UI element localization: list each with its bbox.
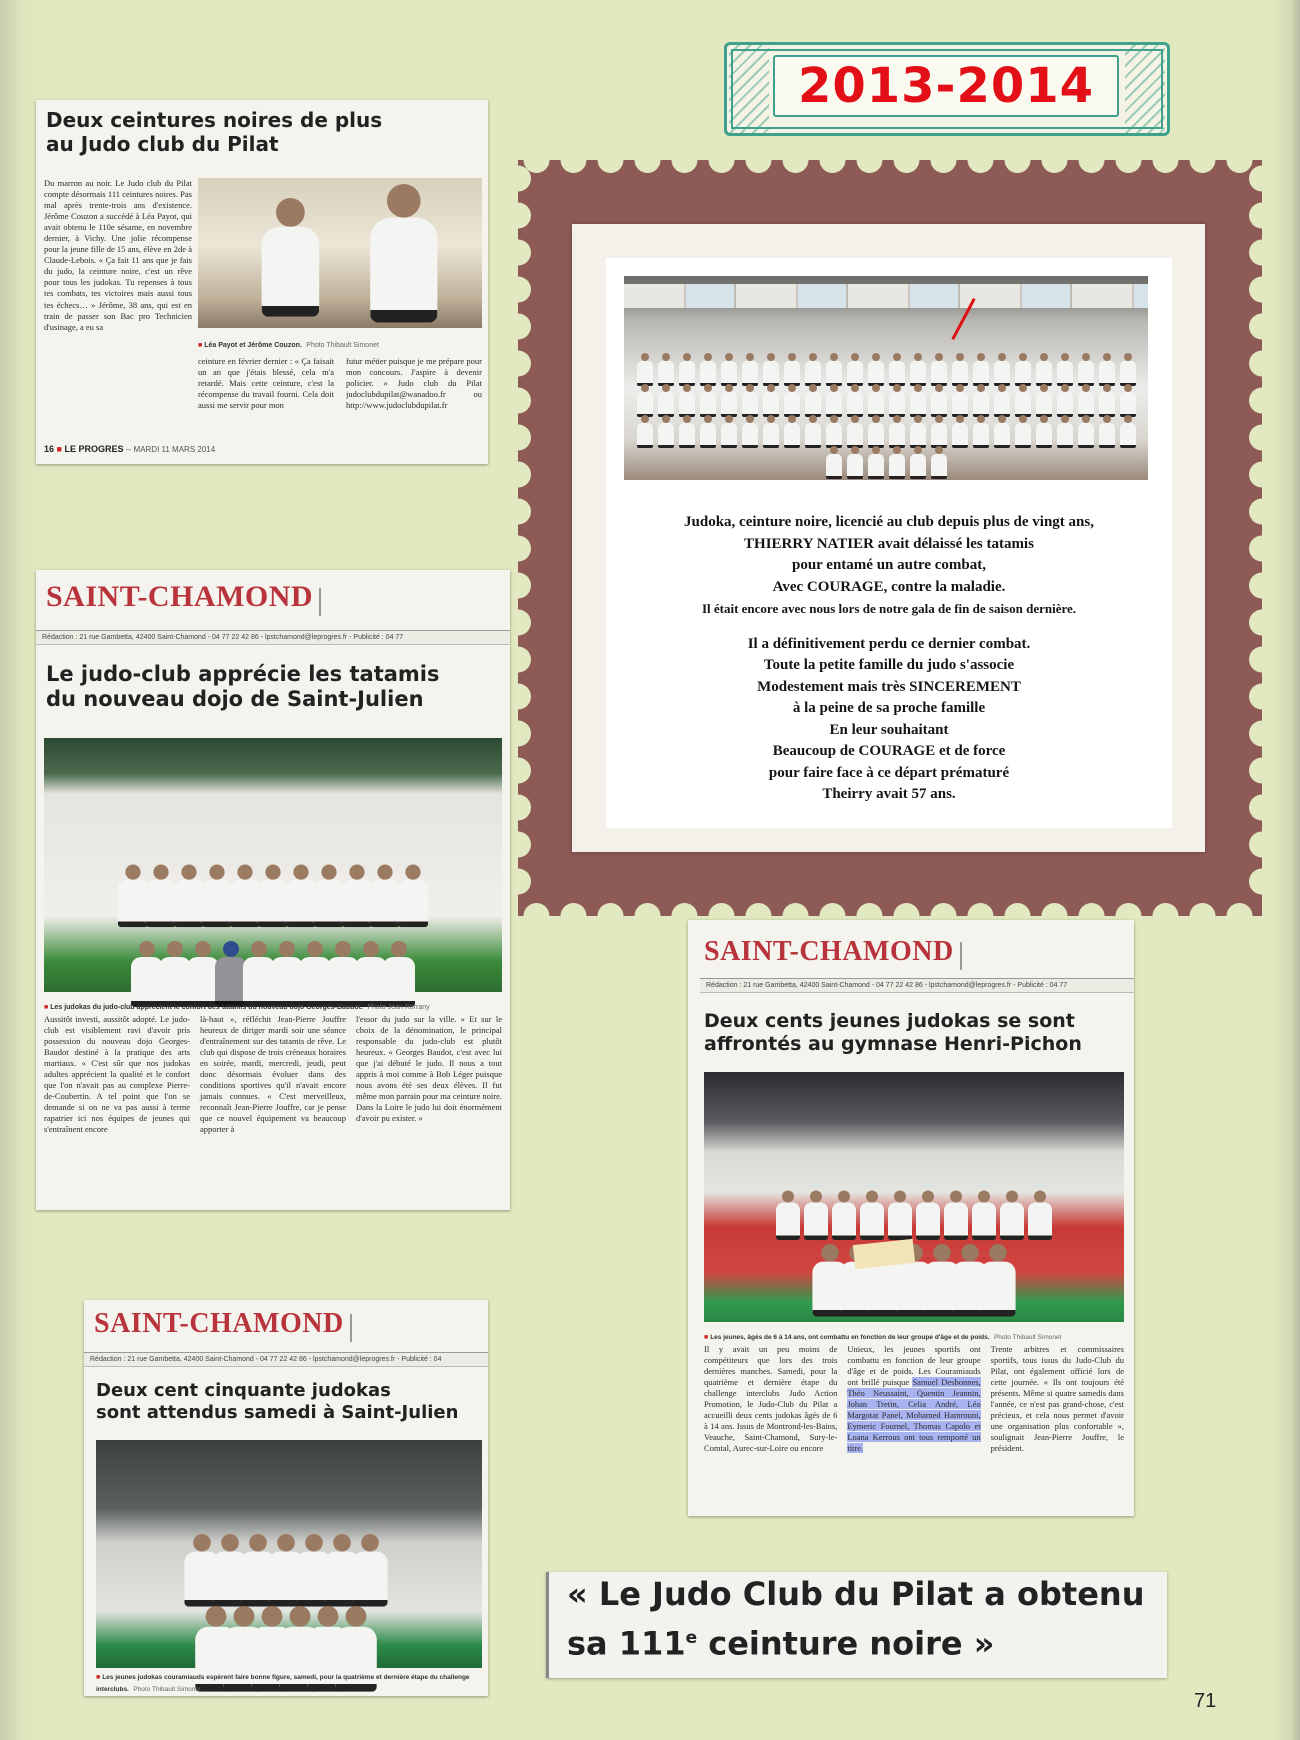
photo-club-group xyxy=(624,276,1148,480)
headline-line1: Deux cent cinquante judokas xyxy=(96,1380,391,1401)
year-banner xyxy=(724,42,1170,136)
memorial-line: à la peine de sa proche famille xyxy=(792,700,986,716)
headline-line2: sont attendus samedi à Saint-Julien xyxy=(96,1401,459,1423)
quote-line2-post: ceinture noire » xyxy=(697,1624,995,1663)
memorial-line: pour entamé un autre combat, xyxy=(791,557,987,573)
article-col-1: Aussitôt investi, aussitôt adopté. Le judo-club est visiblement ravi d'avoir pris possession du nouveau dojo Georges-Baudot destiné à la pratique des arts martiaux. « C'est sûr que nos judokas adultes apprécient la qualité et le confort que l'on n'avait pas au complexe Pierre-de-Coubertin. A tel point que l'on se demande si on ne va pas aussi à terme rapatrier ici nos équipes de jeunes qui s'entraînent encore xyxy=(44,1014,190,1135)
article-200-judokas: SAINT-CHAMOND Rédaction : 21 rue Gambetta, 42400 Saint-Chamond - 04 77 22 42 86 - lpstchamond@leprogres.fr - Publicité : 04 77 Deux cents jeunes judokas se sont affrontés au gymnase Henri-Pichon ■ Les jeunes, âgés de 6 à 14 ans, ont combattu en fonction de leur groupe d'âge et de poids. Photo Thibault Simonet Il y avait un peu moins de compétiteurs que lors des trois dernières manches. Samedi, pour la quatrième et dernière étape du challenge interclubs Judo Action Promotion, le Judo-Club du Pilat a accueilli deux cents judokas âgés de 6 à 14 ans. Issus de Montrond-les-Bains, Veauche, Saint-Chamond, Sury-le-Comtal, Aurec-sur-Loire ou encore Unieux, les jeunes sportifs ont combattu en fonction de leur groupe d'âge et de poids. Les Couramiauds ont brillé puisque Samuel Desbonnes, Théo Neussaint, Quentin Jeannin, Johan Tretin, Celia André, Léo Margotat Panel, Mohamed Hamrouni, Eymeric Fournel, Thomas Capolo et Loana Kerrous ont tous remporté un titre. Trente arbitres et commissaires sportifs, tous issus du Judo-Club du Pilat, ont également officié lors de cette journée. « Ils ont toujours été présents. Même si quatre samedis dans l'année, ce n'est pas grand-chose, c'est précieux, et cela nous permet d'avoir une organisation plus confortable », soulignait Jean-Pierre Jouffre, le président. xyxy=(688,920,1134,1516)
year-banner-frame xyxy=(773,55,1119,117)
memorial-line: pour faire face à ce départ prématuré xyxy=(768,764,1010,781)
page-number: 71 xyxy=(1194,1690,1217,1712)
footer-date: MARDI 11 MARS 2014 xyxy=(133,445,216,454)
memorial-line: Judoka, ceinture noire, licencié au club depuis plus de vingt ans, xyxy=(684,514,1094,530)
memorial-line: En leur souhaitant xyxy=(829,721,949,738)
article-col-1: Du marron au noir. Le Judo club du Pilat compte désormais 111 ceintures noires. Pas mal après trente-trois ans d'existence. Jérôme Couzon a succédé à Léa Payot, qui avait obtenu le 110e sésame, en novembre dernier, à Vichy. Une jolie récompense pour la jeune fille de 15 ans, élève en 2de à Claude-Lebois. « Ça fait 11 ans que je fais du judo, la ceinture noire, c'est un rêve pour tous les judokas. Tu repenses à tous tes combats, tes victoires mais aussi tous tes échecs… » Jérôme, 38 ans, qui est en train de passer son Bac pro Technicien d'usinage, a eu sa xyxy=(44,178,192,332)
photo-caption: Les jeunes judokas couramiauds espèrent faire bonne figure, samedi, pour la quatrième et dernière étape du challenge interclubs. xyxy=(96,1674,470,1693)
memorial-line: Il était encore avec nous lors de notre gala de fin de saison dernière. xyxy=(701,601,1077,616)
article-col-3: Trente arbitres et commissaires sportifs, tous issus du Judo-Club du Pilat, ont également officié lors de cette journée. « Ils ont toujours été présents. Même si quatre samedis dans l'année, ce n'est pas grand-chose, c'est précieux, et cela nous permet d'avoir une organisation plus confortable », soulignait Jean-Pierre Jouffre, le président. xyxy=(990,1344,1124,1454)
photo-caption: Les jeunes, âgés de 6 à 14 ans, ont combattu en fonction de leur groupe d'âge et de poids. xyxy=(710,1334,990,1341)
rubric-title: SAINT-CHAMOND xyxy=(704,936,954,967)
memorial-line: Beaucoup de COURAGE et de force xyxy=(772,743,1006,759)
photo-dojo-group xyxy=(44,738,502,992)
info-line: Rédaction : 21 rue Gambetta, 42400 Saint-Chamond - 04 77 22 42 86 - lpstchamond@leprogres.fr - Publicité : 04 77 xyxy=(700,978,1134,993)
headline-line2: du nouveau dojo de Saint-Julien xyxy=(46,687,424,712)
photo-caption: Léa Payot et Jérôme Couzon. xyxy=(204,342,302,349)
footer-page-number: 16 xyxy=(44,444,55,454)
article-col-3: futur métier puisque je me prépare pour mon concours. J'aspire à devenir policier. » Judo club du Pilat judoclubdupilat@wanadoo.fr ou http://www.judoclubdupilat.fr xyxy=(346,356,482,411)
banner-ornament-left xyxy=(729,45,769,133)
memorial-line: Modestement mais très SINCEREMENT xyxy=(757,678,1021,695)
headline-line2: au Judo club du Pilat xyxy=(46,132,279,156)
memorial-line: Il a définitivement perdu ce dernier combat. xyxy=(747,635,1031,652)
memorial-text xyxy=(606,512,1172,806)
quote-line1: « Le Judo Club du Pilat a obtenu xyxy=(567,1575,1145,1613)
article-col-2: là-haut », réfléchit Jean-Pierre Jouffre heureux de diriger mardi soir une séance d'entraînement sur des tatamis de rêve. Le club qui dispose de trois créneaux horaires en soirée, mardi, mercredi, jeudi, peut donc désormais évoluer dans des conditions sportives qu'il n'avait encore jamais connues. « C'est merveilleux, reconnaît Jean-Pierre Jouffre, car je pense que ce nouvel équipement va beaucoup apporter à xyxy=(200,1014,346,1135)
photo-gymnasium xyxy=(704,1072,1124,1322)
highlighted-winners: Samuel Desbonnes, Théo Neussaint, Quentin Jeannin, Johan Tretin, Celia André, Léo Margotat Panel, Mohamed Hamrouni, Eymeric Fournel, Thomas Capolo et Loana Kerrous ont tous remporté un titre. xyxy=(847,1377,981,1454)
rubric-title: SAINT-CHAMOND xyxy=(46,580,314,613)
article-footer: 16 ■ LE PROGRES – MARDI 11 MARS 2014 xyxy=(44,444,216,454)
quote-line2-pre: sa 111 xyxy=(567,1624,686,1663)
photo-credit: Photo Thibault Simonet xyxy=(306,342,379,349)
article-new-dojo: SAINT-CHAMOND Rédaction : 21 rue Gambetta, 42400 Saint-Chamond - 04 77 22 42 86 - lpstchamond@leprogres.fr - Publicité : 04 77 Le judo-club apprécie les tatamis du nouveau dojo de Saint-Julien ■ Les judokas du judo-club apprécient le confort des tatamis du nouveau dojo Georges-Baudot. Photo Jean Rorrany Aussitôt investi, aussitôt adopté. Le judo-club est visiblement ravi d'avoir pris possession du nouveau dojo Georges-Baudot destiné à la pratique des arts martiaux. « C'est sûr que nos judokas adultes apprécient la qualité et le confort que l'on n'avait pas au complexe Pierre-de-Coubertin. A tel point que l'on se demande si on ne va pas aussi à terme rapatrier ici nos équipes de jeunes qui s'entraînent encore là-haut », réfléchit Jean-Pierre Jouffre heureux de diriger mardi soir une séance d'entraînement sur des tatamis de rêve. Le club qui dispose de trois créneaux horaires en soirée, mardi, mercredi, jeudi, peut donc désormais évoluer dans des conditions sportives qu'il n'avait encore jamais connues. « C'est merveilleux, reconnaît Jean-Pierre Jouffre, car je pense que ce nouvel équipement va beaucoup apporter à l'essor du judo sur la ville. » Et sur le choix de la dénomination, le principal responsable du judo-club est plutôt heureux. « Georges Baudot, c'est avec lui que j'ai débuté le judo. Il nous a tout appris à moi comme à Bob Léger puisque nous avons été ses deux élèves. Il fut même mon parrain pour ma ceinture noire. Dans la Loire le judo lui doit énormément d'avoir pu exister. » xyxy=(36,570,510,1210)
memorial-line: Avec COURAGE, contre la maladie. xyxy=(772,578,1006,595)
article-col-1: Il y avait un peu moins de compétiteurs que lors des trois dernières manches. Samedi, pour la quatrième et dernière étape du challenge interclubs Judo Action Promotion, le Judo-Club du Pilat a accueilli deux cents judokas âgés de 6 à 14 ans. Issus de Montrond-les-Bains, Veauche, Saint-Chamond, Sury-le-Comtal, Aurec-sur-Loire ou encore xyxy=(704,1344,838,1454)
photo-two-judokas xyxy=(198,178,482,328)
banner-ornament-right xyxy=(1125,45,1165,133)
sponsor-banners xyxy=(624,284,1148,308)
photo-credit: Photo Thibault Simonet xyxy=(993,1334,1062,1341)
memorial-line: Theirry avait 57 ans. xyxy=(822,786,956,802)
footer-paper: LE PROGRES xyxy=(64,444,124,454)
info-line: Rédaction : 21 rue Gambetta, 42400 Saint-Chamond - 04 77 22 42 86 - lpstchamond@leprogres.fr - Publicité : 04 xyxy=(84,1352,488,1367)
year-text: 2013-2014 xyxy=(797,58,1095,114)
article-black-belts: Deux ceintures noires de plus au Judo club du Pilat Du marron au noir. Le Judo club du Pilat compte désormais 111 ceintures noires. Pas mal après trente-trois ans d'existence. Jérôme Couzon a succédé à Léa Payot, qui avait obtenu le 110e sésame, en novembre dernier, à Vichy. Une jolie récompense pour la jeune fille de 15 ans, élève en 2de à Claude-Lebois. « Ça fait 11 ans que je fais du judo, la ceinture noire, c'est un rêve pour tous les judokas. Tu repenses à tous tes combats, tes victoires mais aussi tous tes échecs… » Jérôme, 38 ans, qui est en train de passer son Bac pro Technicien d'usinage, a eu sa ■ Léa Payot et Jérôme Couzon. Photo Thibault Simonet ceinture en février dernier : « Ça faisait un an que j'étais blessé, cela m'a retardé. Mais cette ceinture, c'est la récompense du travail fourni. Cela doit aussi me servir pour mon futur métier puisque je me prépare pour mon concours. J'aspire à devenir policier. » Judo club du Pilat judoclubdupilat@wanadoo.fr ou http://www.judoclubdupilat.fr 16 ■ LE PROGRES – MARDI 11 MARS 2014 xyxy=(36,100,488,464)
article-col-2-start: Unieux, les jeunes sportifs ont combattu en fonction de leur groupe d'âge et de poids. Les Couramiauds ont brillé puisque xyxy=(847,1344,981,1388)
article-col-2 xyxy=(847,1344,980,1510)
headline-line1: Le judo-club apprécie les tatamis xyxy=(46,662,440,686)
quote-superscript: e xyxy=(685,1628,698,1648)
headline-line2: affrontés au gymnase Henri-Pichon xyxy=(704,1032,1082,1055)
article-250-judokas: SAINT-CHAMOND Rédaction : 21 rue Gambetta, 42400 Saint-Chamond - 04 77 22 42 86 - lpstchamond@leprogres.fr - Publicité : 04 Deux cent cinquante judokas sont attendus samedi à Saint-Julien ■ Les jeunes judokas couramiauds espèrent faire bonne figure, samedi, pour la quatrième et dernière étape du challenge interclubs. Photo Thibault Simonet xyxy=(84,1300,488,1696)
headline-line1: Deux cents jeunes judokas se sont xyxy=(704,1010,1075,1032)
quote-box xyxy=(546,1572,1167,1678)
rubric-title: SAINT-CHAMOND xyxy=(94,1308,344,1339)
photo-young-judokas xyxy=(96,1440,482,1668)
memorial-line: THIERRY NATIER avait délaissé les tatamis xyxy=(744,535,1034,552)
photo-credit: Photo Thibault Simonet xyxy=(133,1686,201,1693)
headline-line1: Deux ceintures noires de plus xyxy=(46,108,383,132)
article-col-2: ceinture en février dernier : « Ça faisait un an que j'étais blessé, cela m'a retardé. Mais cette ceinture, c'est la récompense du travail fourni. Cela doit aussi me servir pour mon xyxy=(198,356,334,411)
photo-caption: Les judokas du judo-club apprécient le confort des tatamis du nouveau dojo Georges-Baudot. xyxy=(50,1004,363,1011)
memorial-line: Toute la petite famille du judo s'associe xyxy=(763,657,1015,673)
info-line: Rédaction : 21 rue Gambetta, 42400 Saint-Chamond - 04 77 22 42 86 - lpstchamond@leprogres.fr - Publicité : 04 77 xyxy=(36,630,510,645)
photo-credit: Photo Jean Rorrany xyxy=(367,1004,430,1011)
article-col-3: l'essor du judo sur la ville. » Et sur le choix de la dénomination, le principal responsable du judo-club est plutôt heureux. « Georges Baudot, c'est avec lui que j'ai débuté le judo. Il nous a tout appris à moi comme à Bob Léger puisque nous avons été ses deux élèves. Il fut même mon parrain pour ma ceinture noire. Dans la Loire le judo lui doit énormément d'avoir pu exister. » xyxy=(356,1014,502,1124)
quote-line2 xyxy=(549,1616,1167,1666)
